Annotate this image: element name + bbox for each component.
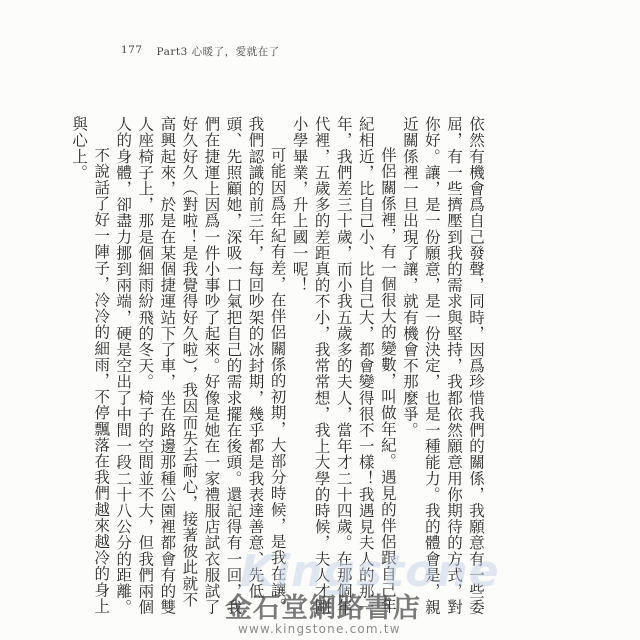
watermark-logo-text: Kingstone (240, 546, 500, 597)
paragraph-1: 依然有機會爲自己發聲，同時，因爲珍惜我們的關係，我願意有一些委屈，有一些擠壓到我的需求與堅持，我都依然願意用你期待的方式，對你好。讓，是一份願意，是一份決定，也是一種能力。我的體會是，親近關係裡一旦出現了讓，就有機會不那麼爭。 (400, 116, 485, 616)
paragraph-3: 可能因爲年紀有差，在伴侶關係的初期，大部分時候，是我在讓。我們認識的前三年，每回吵架的冰封期，幾乎都是我表達善意、先低頭、先照顧她，深吸一口氣把自己的需求擺在後頭。還記得有一回，我們在捷運上因爲一件小事吵了起來。好像是她在一家禮服店試衣服試了好久好久（對啦！是我覺得好久啦），我因而失去耐心，接著彼此就不高興起來，於是在某個捷運站下了車，坐在路邊那種公園裡都會有的雙人座椅子上，那是個細雨紛飛的冬天。椅子的空間並不大，但我們兩個人的身體，卻盡力挪到兩端，硬是空出了中間一段二十八公分的距離。 (114, 116, 287, 616)
paragraph-2: 伴侶關係裡，有一個很大的變數，叫做年紀。遇見的伴侶跟自己年紀相近，比自己小、比自己大，都會變得很不一樣！我遇見夫人的那一年，我們差三十歲，而小我五歲多的夫人，當年才二十四歲。在那個年代裡，五歲多的差距真的不小，我常常想，我上大學的時候，夫人才剛小學畢業，升上國一呢！ (290, 116, 397, 616)
body-text (70, 116, 487, 616)
page-number: 177 (121, 44, 143, 56)
watermark-url: www.kingstone.com.tw (238, 622, 401, 636)
part-title: Part3 心暖了，愛就在了 (156, 46, 280, 58)
watermark-store-name: 金石堂網路書店 (225, 593, 421, 624)
running-head (121, 44, 280, 59)
paragraph-4: 不說話了好一陣子，冷冷的細雨，不停飄落在我們越來越冷的身上與心上。 (70, 116, 111, 614)
